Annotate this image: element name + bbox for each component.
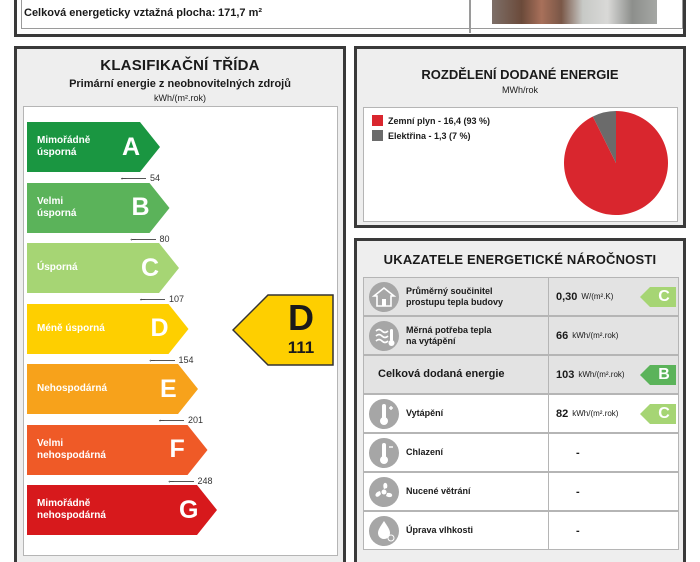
threshold-arrow-icon: ←	[119, 172, 128, 182]
row-divider	[548, 512, 549, 549]
row-divider	[548, 473, 549, 510]
energy-indicators-panel	[354, 238, 686, 562]
current-class-value: 111	[287, 338, 315, 357]
indicator-row	[363, 355, 679, 394]
legend-label-electricity: Elektřina - 1,3 (7 %)	[388, 130, 471, 141]
threshold-arrow-icon: ←	[166, 474, 176, 485]
threshold-value: 80	[159, 233, 170, 244]
class-arrow-f	[27, 425, 208, 475]
threshold-arrow-icon: ←	[138, 293, 147, 303]
distribution-unit: MWh/rok	[502, 85, 538, 95]
indicator-row	[363, 277, 679, 316]
heat-demand-icon	[369, 321, 399, 351]
building-photo	[492, 0, 657, 24]
class-arrow-e	[27, 364, 198, 414]
threshold-arrow-icon: ←	[128, 232, 138, 243]
class-label: Mimořádně nehospodárná	[37, 498, 106, 521]
indicator-value: -	[576, 485, 580, 498]
class-label: Velmi úsporná	[37, 195, 77, 219]
indicator-class-badge	[640, 404, 676, 424]
indicator-name: Vytápění	[406, 408, 444, 418]
threshold-arrow-icon: ←	[147, 353, 157, 364]
energy-distribution-panel	[354, 46, 686, 228]
badge-letter: C	[658, 405, 670, 422]
indicator-row	[363, 394, 679, 433]
classification-title: KLASIFIKAČNÍ TŘÍDA	[100, 57, 260, 74]
class-label: Velmi nehospodárná	[37, 437, 106, 461]
row-divider	[548, 356, 549, 393]
indicator-class-badge	[640, 365, 676, 385]
indicator-unit: kWh/(m².rok)	[572, 409, 619, 418]
row-divider	[548, 395, 549, 432]
indicator-name: Průměrný součinitel prostupu tepla budovy	[406, 285, 504, 307]
indicator-name: Celková dodaná energie	[378, 368, 505, 380]
threshold-value: 154	[178, 354, 194, 365]
class-arrow-b	[27, 183, 170, 233]
indicator-row	[363, 433, 679, 472]
legend-item-electricity	[372, 130, 471, 141]
class-letter: G	[179, 495, 199, 524]
threshold-value: 248	[197, 475, 213, 486]
indicator-row	[363, 472, 679, 511]
indicator-value: 82	[556, 407, 569, 420]
class-letter: C	[141, 253, 160, 282]
indicator-value: 0,30	[556, 290, 578, 303]
energy-pie-chart	[564, 110, 674, 220]
indicator-unit: W/(m².K)	[581, 292, 614, 301]
classification-subtitle: Primární energie z neobnovitelných zdrojů	[69, 78, 291, 90]
indicator-class-badge	[640, 287, 676, 307]
class-letter: E	[160, 374, 177, 403]
current-class-letter: D	[288, 297, 314, 338]
class-label: Úsporná	[37, 262, 78, 273]
distribution-chart-area	[363, 107, 678, 222]
heating-thermometer-icon	[369, 399, 399, 429]
class-letter: B	[131, 193, 150, 221]
indicator-value: 66	[556, 329, 569, 342]
photo-frame-divider	[469, 0, 471, 33]
floor-area-value: 171,7 m²	[218, 7, 263, 19]
indicator-name: Měrná potřeba tepla na vytápění	[406, 324, 492, 346]
indicators-title: UKAZATELE ENERGETICKÉ NÁROČNOSTI	[383, 252, 657, 267]
house-icon	[369, 282, 399, 312]
indicator-unit: kWh/(m².rok)	[578, 370, 625, 379]
class-letter: D	[150, 314, 169, 342]
class-label: Mimořádně úsporná	[37, 135, 91, 158]
row-divider	[548, 278, 549, 315]
class-arrow-d	[27, 304, 189, 354]
class-label: Méně úsporná	[37, 322, 105, 334]
indicator-row	[363, 316, 679, 355]
threshold-value: 54	[150, 173, 161, 183]
fan-icon	[369, 477, 399, 507]
row-divider	[548, 434, 549, 471]
threshold-arrow-icon: ←	[157, 414, 166, 424]
class-arrow-a	[27, 122, 160, 172]
indicator-name: Chlazení	[406, 447, 444, 457]
class-label: Nehospodárná	[37, 383, 108, 394]
threshold-value: 107	[169, 294, 185, 304]
threshold-value: 201	[188, 415, 204, 425]
legend-swatch-gas	[372, 115, 383, 126]
badge-letter: B	[658, 366, 670, 383]
indicator-name: Úprava vlhkosti	[406, 525, 474, 535]
badge-letter: C	[658, 288, 670, 305]
class-arrow-c	[27, 243, 179, 293]
indicator-name: Nucené větrání	[406, 486, 471, 496]
cooling-thermometer-icon	[369, 438, 399, 468]
distribution-title: ROZDĚLENÍ DODANÉ ENERGIE	[421, 67, 619, 82]
legend-label-gas: Zemní plyn - 16,4 (93 %)	[388, 115, 491, 126]
class-letter: A	[122, 132, 141, 161]
class-letter: F	[169, 435, 185, 463]
legend-swatch-electricity	[372, 130, 383, 141]
indicator-value: -	[576, 446, 580, 459]
indicator-value: -	[576, 524, 580, 537]
indicator-unit: kWh/(m².rok)	[572, 331, 619, 340]
indicator-row	[363, 511, 679, 550]
class-arrow-g	[27, 485, 217, 535]
classification-unit: kWh/(m².rok)	[154, 93, 206, 103]
humidity-icon	[369, 516, 399, 546]
current-class-marker	[232, 294, 334, 366]
row-divider	[548, 317, 549, 354]
legend-item-gas	[372, 115, 490, 126]
floor-area-label: Celková energeticky vztažná plocha:	[24, 7, 216, 19]
indicator-value: 103	[556, 368, 575, 381]
